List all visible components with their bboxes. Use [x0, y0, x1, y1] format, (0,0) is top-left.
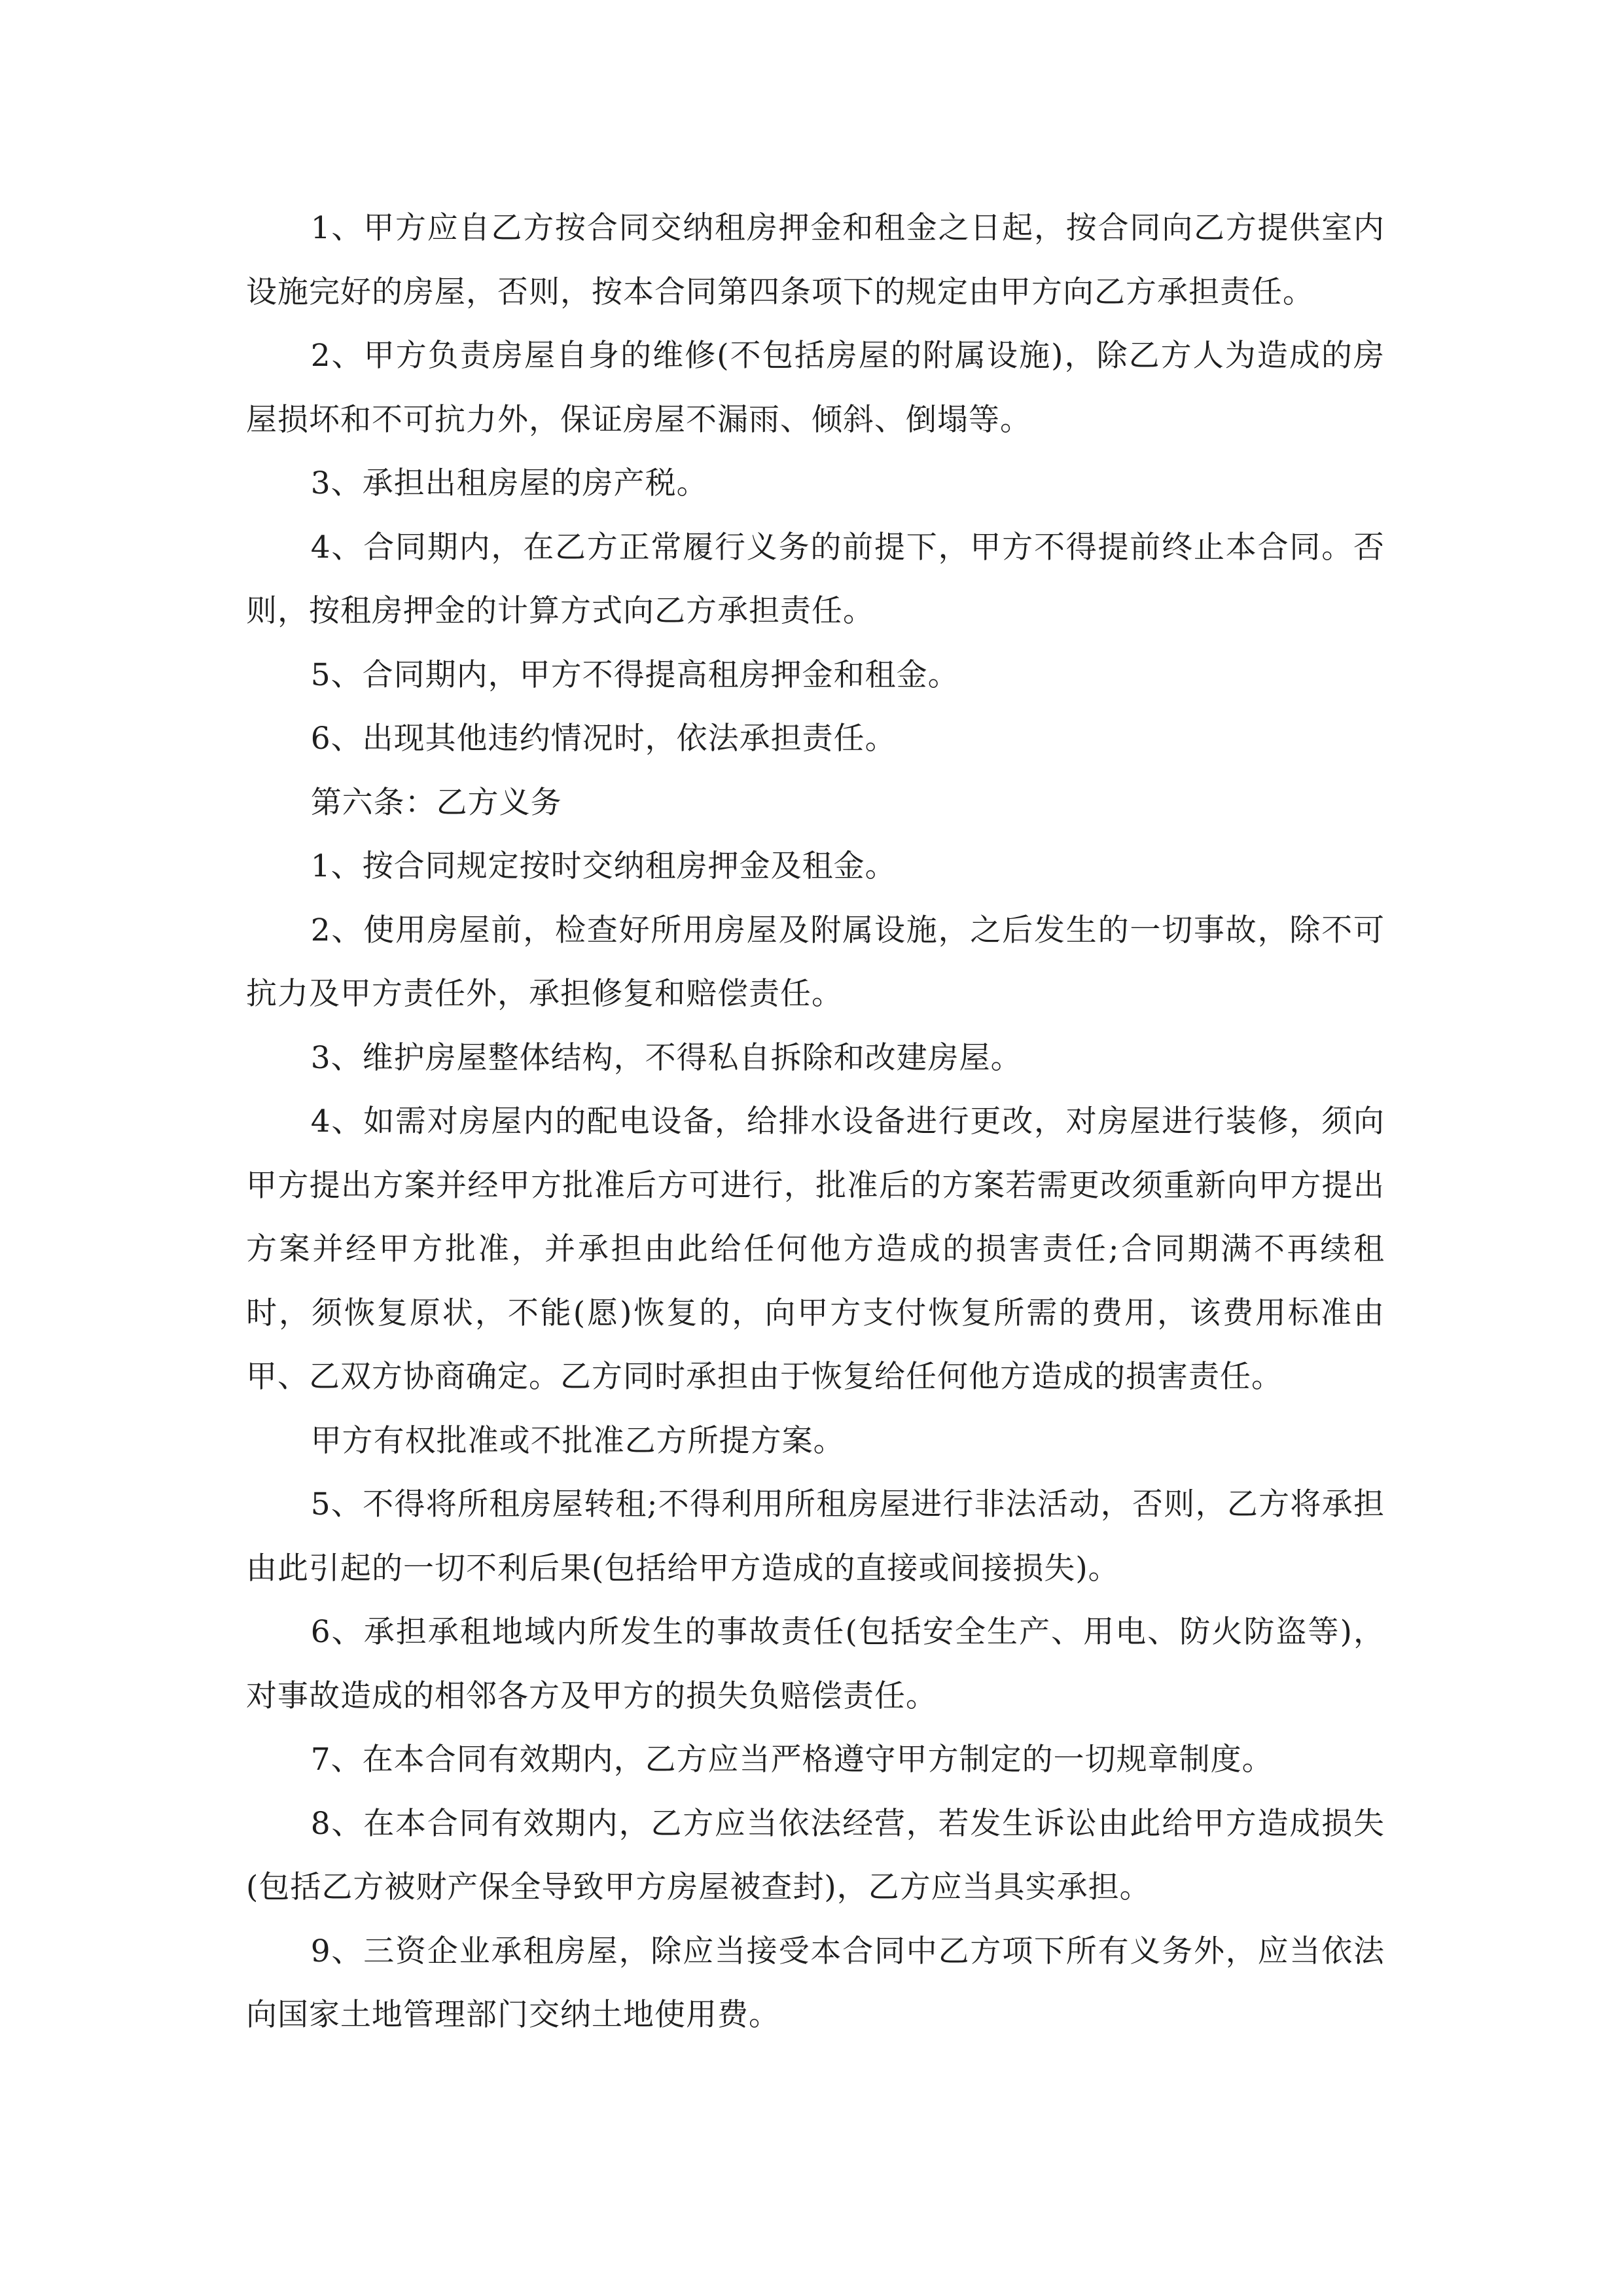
paragraph-tenant-obligation-6: 6、承担承租地域内所发生的事故责任(包括安全生产、用电、防火防盗等)，对事故造成的相邻各方及甲方的损失负赔偿责任。	[246, 1614, 1385, 1714]
paragraph-landlord-obligation-5: 5、合同期内，甲方不得提高租房押金和租金。	[310, 656, 959, 693]
section-heading-tenant-obligations: 第六条：乙方义务	[310, 784, 562, 821]
paragraph-tenant-obligation-4: 4、如需对房屋内的配电设备，给排水设备进行更改，对房屋进行装修，须向甲方提出方案并经甲方批准后方可进行，批准后的方案若需更改须重新向甲方提出方案并经甲方批准，并承担由此给任何他方造成的损害责任;合同期满不再续租时，须恢复原状，不能(愿)恢复的，向甲方支付恢复所需的费用，该费用标准由甲、乙双方协商确定。乙方同时承担由于恢复给任何他方造成的损害责任。	[246, 1103, 1385, 1395]
paragraph-landlord-obligation-2: 2、甲方负责房屋自身的维修(不包括房屋的附属设施)，除乙方人为造成的房屋损坏和不可抗力外，保证房屋不漏雨、倾斜、倒塌等。	[246, 338, 1385, 438]
paragraph-tenant-obligation-1: 1、按合同规定按时交纳租房押金及租金。	[310, 848, 897, 884]
paragraph-landlord-obligation-4: 4、合同期内，在乙方正常履行义务的前提下，甲方不得提前终止本合同。否则，按租房押金的计算方式向乙方承担责任。	[246, 529, 1385, 629]
paragraph-tenant-obligation-9: 9、三资企业承租房屋，除应当接受本合同中乙方项下所有义务外，应当依法向国家土地管理部门交纳土地使用费。	[246, 1933, 1385, 2033]
paragraph-tenant-obligation-2: 2、使用房屋前，检查好所用房屋及附属设施，之后发生的一切事故，除不可抗力及甲方责任外，承担修复和赔偿责任。	[246, 912, 1385, 1012]
paragraph-tenant-obligation-8: 8、在本合同有效期内，乙方应当依法经营，若发生诉讼由此给甲方造成损失(包括乙方被财产保全导致甲方房屋被查封)，乙方应当具实承担。	[246, 1805, 1385, 1905]
document-body	[246, 196, 1385, 2047]
paragraph-landlord-approval-note: 甲方有权批准或不批准乙方所提方案。	[310, 1422, 845, 1459]
paragraph-tenant-obligation-5: 5、不得将所租房屋转租;不得利用所租房屋进行非法活动，否则，乙方将承担由此引起的一切不利后果(包括给甲方造成的直接或间接损失)。	[246, 1486, 1385, 1587]
paragraph-landlord-obligation-3: 3、承担出租房屋的房产税。	[310, 465, 708, 501]
paragraph-landlord-obligation-6: 6、出现其他违约情况时，依法承担责任。	[310, 721, 897, 757]
paragraph-tenant-obligation-7: 7、在本合同有效期内，乙方应当严格遵守甲方制定的一切规章制度。	[310, 1742, 1274, 1778]
paragraph-landlord-obligation-1: 1、甲方应自乙方按合同交纳租房押金和租金之日起，按合同向乙方提供室内设施完好的房屋，否则，按本合同第四条项下的规定由甲方向乙方承担责任。	[246, 210, 1385, 310]
paragraph-tenant-obligation-3: 3、维护房屋整体结构，不得私自拆除和改建房屋。	[310, 1039, 1022, 1076]
